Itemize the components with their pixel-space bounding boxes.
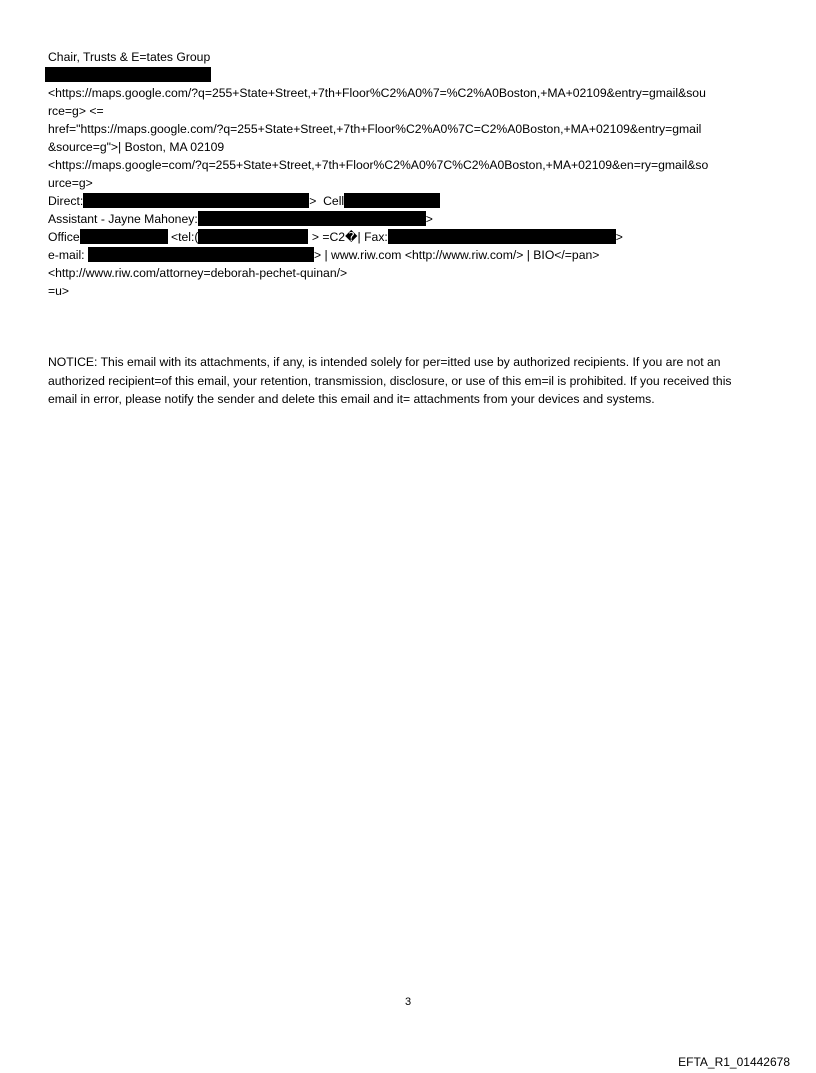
office-suffix: >	[615, 230, 623, 244]
assistant-suffix: >	[425, 212, 433, 226]
office-tel-prefix: <tel:(	[171, 230, 199, 244]
address-line-2: rce=g> <=	[48, 104, 104, 118]
office-label: Office	[48, 230, 80, 244]
address-line-6: urce=g>	[48, 176, 93, 190]
address-line-1: <https://maps.google.com/?q=255+State+Street,+7th+Floor%C2%A0%7=%C2%A0Boston,+MA+02109&entry=gmail&sou	[48, 86, 706, 100]
signature-title-line: Chair, Trusts & E=tates Group	[48, 50, 211, 64]
email-suffix: > | www.riw.com <http://www.riw.com/> | BIO</=pan>	[313, 248, 600, 262]
assistant-label: Assistant - Jayne Mahoney:	[48, 212, 198, 226]
redaction-bar	[83, 193, 309, 208]
redaction-bar	[88, 247, 314, 262]
redaction-bar	[198, 229, 308, 244]
email-line	[48, 246, 599, 264]
redacted-name-line	[48, 66, 211, 84]
bates-number: EFTA_R1_01442678	[678, 1055, 790, 1069]
address-line-3: href="https://maps.google.com/?q=255+State+Street,+7th+Floor%C2%A0%7C=C2%A0Boston,+MA+02109&entry=gmail	[48, 122, 702, 136]
redaction-bar	[388, 229, 616, 244]
office-fax-text: > =C2�| Fax:	[311, 230, 388, 244]
redaction-bar	[344, 193, 440, 208]
direct-line	[48, 192, 440, 210]
closing-line: =u>	[48, 284, 70, 298]
direct-suffix: >	[309, 194, 317, 208]
address-line-5: <https://maps.google=com/?q=255+State+Street,+7th+Floor%C2%A0%7C%C2%A0Boston,+MA+02109&en=ry=gmail&so	[48, 158, 709, 172]
direct-label: Direct:	[48, 194, 84, 208]
bio-url-line: <http://www.riw.com/attorney=deborah-pechet-quinan/>	[48, 266, 348, 280]
notice-text: NOTICE: This email with its attachments, if any, is intended solely for per=itted use by authorized recipients. If you are not an authorized recipient=of this email, your retention, transmission, disclosure, or use of this em=il is prohibited. If you received this email in error, please notify the sender and delete this email and it= attachments from your devices and systems.	[48, 355, 732, 406]
address-line-4: &source=g">| Boston, MA 02109	[48, 140, 225, 154]
redaction-bar	[45, 67, 211, 82]
confidentiality-notice	[48, 353, 760, 409]
email-label: e-mail:	[48, 248, 85, 262]
cell-label: Cell	[323, 194, 345, 208]
office-line	[48, 228, 623, 246]
page-number: 3	[404, 996, 412, 1008]
redaction-bar	[80, 229, 168, 244]
redaction-bar	[198, 211, 426, 226]
assistant-line	[48, 210, 433, 228]
